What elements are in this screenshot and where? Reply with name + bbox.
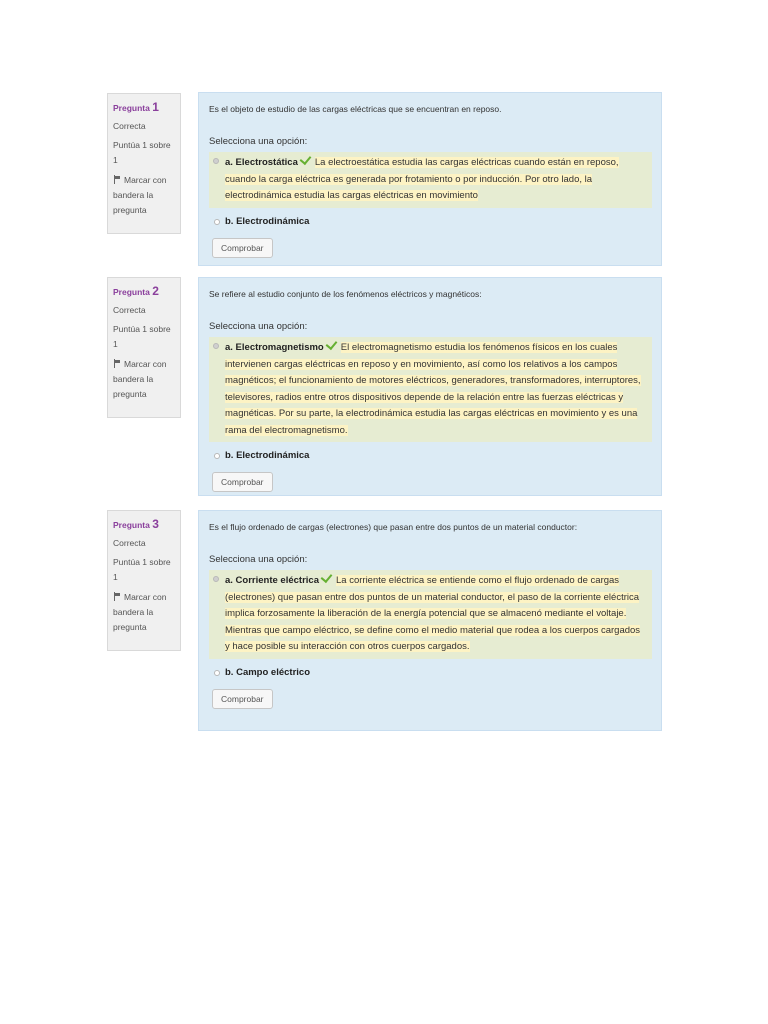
radio-icon[interactable] (214, 453, 220, 459)
question-text: Se refiere al estudio conjunto de los fenómenos eléctricos y magnéticos: (209, 289, 482, 299)
option-prompt: Selecciona una opción: (209, 321, 308, 332)
flag-label: Marcar con bandera la pregunta (113, 359, 167, 399)
radio-icon[interactable] (213, 158, 219, 164)
question-number: Pregunta 2 (113, 284, 159, 298)
radio-icon[interactable] (213, 343, 219, 349)
answer-option-a[interactable] (209, 152, 652, 208)
feedback-text: El electromagnetismo estudia los fenómenos físicos en los cuales intervienen cargas eléctricas en reposo y en movimiento, así como los relativos a los campos magnéticos; el funcionamiento de motores eléctricos, generadores, transformadores, interruptores, televisores, radios entre otros dispositivos depende de la relación entre las fuerzas eléctricas y magnéticas. Por su parte, la electrodinámica estudia las cargas eléctricas en movimiento y es una rama del electromagnetismo. (225, 342, 641, 436)
option-prompt: Selecciona una opción: (209, 136, 308, 147)
option-a-label: a. Corriente eléctrica (225, 575, 319, 586)
option-prompt: Selecciona una opción: (209, 554, 308, 565)
answer-option-a[interactable] (209, 570, 652, 659)
radio-icon[interactable] (214, 670, 220, 676)
answer-option-b[interactable] (209, 667, 652, 678)
question-info-3 (107, 510, 181, 651)
check-icon (299, 153, 311, 165)
feedback-text: La corriente eléctrica se entiende como el flujo ordenado de cargas (electrones) que pasan entre dos puntos de un material conductor, el paso de la corriente eléctrica implica forzosamente la liberación de la energía potencial que se almacenó mediante el voltaje. Mientras que campo eléctrico, se define como el medio material que rodea a los cuerpos cargados y hace posible su interacción con otros cuerpos cargados. (225, 575, 641, 652)
option-a-label: a. Electromagnetismo (225, 342, 324, 353)
question-info-1 (107, 93, 181, 234)
flag-question-link[interactable] (113, 590, 175, 635)
option-a-label: a. Electrostática (225, 157, 298, 168)
answer-option-b[interactable] (209, 216, 652, 227)
flag-question-link[interactable] (113, 173, 175, 218)
radio-icon[interactable] (214, 219, 220, 225)
question-content-1 (198, 92, 662, 266)
check-icon (325, 338, 337, 350)
question-content-3 (198, 510, 662, 731)
question-text: Es el flujo ordenado de cargas (electrones) que pasan entre dos puntos de un material conductor: (209, 522, 578, 532)
flag-label: Marcar con bandera la pregunta (113, 175, 167, 215)
check-button[interactable]: Comprobar (212, 238, 273, 258)
feedback-text: La electroestática estudia las cargas eléctricas cuando están en reposo, cuando la carga eléctrica es generada por frotamiento o por inducción. Por otro lado, la electrodinámica estudia las cargas eléctricas en movimiento (225, 157, 619, 201)
flag-icon (113, 359, 121, 368)
question-state: Correcta (113, 305, 146, 315)
check-button[interactable]: Comprobar (212, 689, 273, 709)
question-state: Correcta (113, 538, 146, 548)
question-state: Correcta (113, 121, 146, 131)
question-info-2 (107, 277, 181, 418)
check-icon (321, 571, 333, 583)
answer-option-b[interactable] (209, 450, 652, 461)
question-number: Pregunta 3 (113, 517, 159, 531)
question-grade: Puntúa 1 sobre 1 (113, 557, 171, 582)
option-b-label: b. Campo eléctrico (225, 666, 310, 678)
option-b-label: b. Electrodinámica (225, 450, 310, 461)
option-b-label: b. Electrodinámica (225, 215, 310, 227)
flag-icon (113, 592, 121, 601)
answer-option-a[interactable] (209, 337, 652, 442)
radio-icon[interactable] (213, 576, 219, 582)
check-button[interactable]: Comprobar (212, 472, 273, 492)
flag-question-link[interactable] (113, 357, 175, 402)
question-grade: Puntúa 1 sobre 1 (113, 324, 171, 349)
flag-icon (113, 175, 121, 184)
question-text: Es el objeto de estudio de las cargas eléctricas que se encuentran en reposo. (209, 104, 502, 114)
question-content-2 (198, 277, 662, 496)
question-grade: Puntúa 1 sobre 1 (113, 140, 171, 165)
question-number: Pregunta 1 (113, 100, 159, 114)
flag-label: Marcar con bandera la pregunta (113, 592, 167, 632)
